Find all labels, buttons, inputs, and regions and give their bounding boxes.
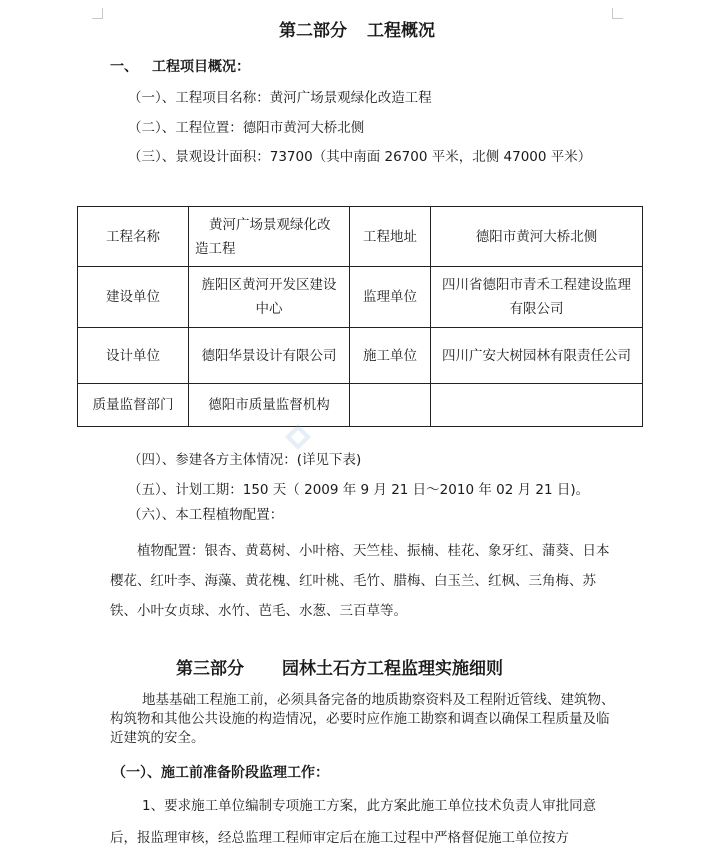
schedule-line: （五）、计划工期：150 天（ 2009 年 9 月 21 日～2010 年 02 月 21 日)。 [128,482,590,498]
parties-line: （四）、参建各方主体情况：(详见下表) [128,452,362,468]
table-cell: 四川广安大树园林有限责任公司 [431,328,643,384]
design-area-line: （三）、景观设计面积：73700（其中南面 26700 平米，北侧 47000 平米） [128,149,592,165]
section1-title: 工程项目概况： [152,59,250,75]
plants-text: 植物配置：银杏、黄葛树、小叶榕、天竺桂、振楠、桂花、象牙红、蒲葵、日本樱花、红叶李、海藻、黄花槐、红叶桃、毛竹、腊梅、白玉兰、红枫、三角梅、苏铁、小叶女贞球、水竹、芭毛、水葱、三百草等。 [110,543,610,619]
item1-paragraph: 1、要求施工单位编制专项施工方案，此方案此施工单位技术负责人审批同意后，报监理审核，经总监理工程师审定后在施工过程中严格督促施工单位按方 [110,798,597,846]
part2-title-text: 工程概况 [367,21,435,41]
section1-heading [110,56,250,76]
project-info-table [77,206,643,427]
part3-title-text: 园林土石方工程监理实施细则 [282,659,503,679]
table-cell: 四川省德阳市青禾工程建设监理有限公司 [431,267,643,328]
part2-title-label: 第二部分 [279,21,347,41]
table-cell: 黄河广场景观绿化改造工程 [189,207,350,267]
table-cell: 德阳市质量监督机构 [189,384,350,427]
table-cell: 监理单位 [350,267,431,328]
table-cell: 工程名称 [78,207,189,267]
project-name-line: （一）、工程项目名称：黄河广场景观绿化改造工程 [128,90,432,106]
section1-number: 一、 [110,59,138,75]
project-location-line: （二）、工程位置：德阳市黄河大桥北侧 [128,120,365,136]
table-cell [431,384,643,427]
table-row [78,267,643,328]
table-cell: 施工单位 [350,328,431,384]
table-cell: 工程地址 [350,207,431,267]
table-cell [350,384,431,427]
plants-heading: （六）、本工程植物配置： [128,507,284,523]
table-row [78,328,643,384]
table-cell: 旌阳区黄河开发区建设中心 [189,267,350,328]
intro-paragraph: 地基基础工程施工前，必须具备完备的地质勘察资料及工程附近管线、建筑物、构筑物和其他公共设施的构造情况，必要时应作施工勘察和调查以确保工程质量及临近建筑的安全。 [110,692,615,746]
table-cell: 德阳华景设计有限公司 [189,328,350,384]
subsection1-heading: （一）、施工前准备阶段监理工作： [112,765,329,781]
part2-title [0,16,714,41]
plants-paragraph [110,536,610,626]
part3-title-label: 第三部分 [176,659,244,679]
table-cell: 质量监督部门 [78,384,189,427]
table-cell: 设计单位 [78,328,189,384]
table-row [78,384,643,427]
part3-title [176,654,503,679]
table-cell: 德阳市黄河大桥北侧 [431,207,643,267]
table-cell: 建设单位 [78,267,189,328]
table-row [78,207,643,267]
